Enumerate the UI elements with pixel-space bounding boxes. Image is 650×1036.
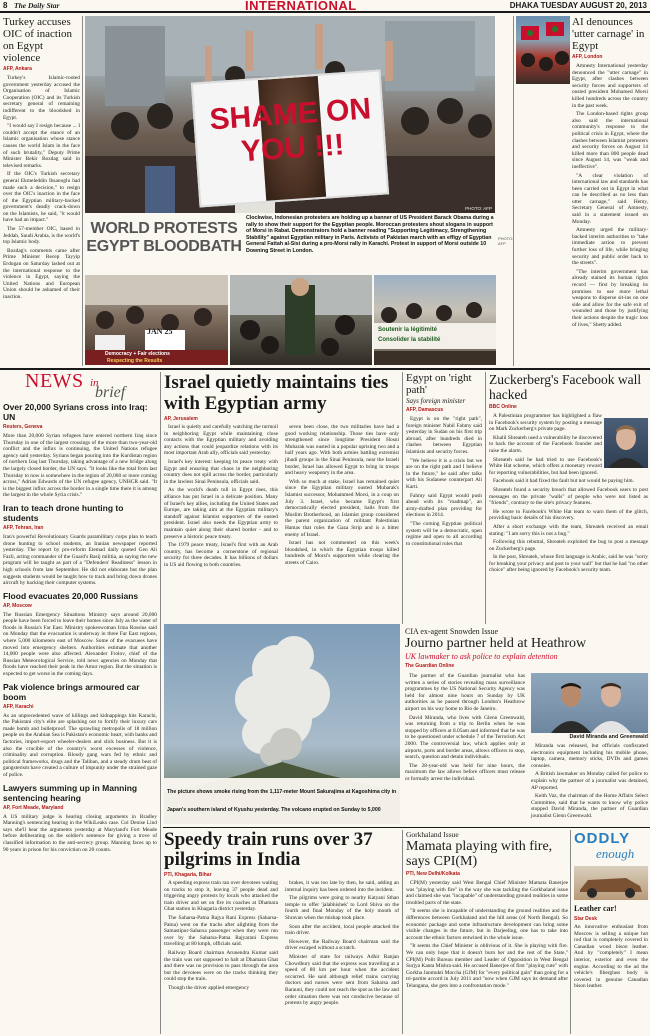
brief-byline: AP, Moscow: [3, 602, 32, 609]
oddly-enough: [574, 830, 648, 1034]
side-photo-credit: PHOTO: AFP: [498, 236, 514, 246]
brief-text: More than 20,000 Syrian refugees have entered northern Iraq since Thursday in one of the largest crossings of the more than two-year-old conflict and the influx is continuing, the United Nations refugee agency said yesterday. Syrians began pouring into the Kurdistan region of northern Iraq last Thursday, taking advantage of a new bridge along the largely closed border, the UN says. "It looks like the total from last Thursday to now is somewhere in the region of 20,000 or more coming across," Adrian Edwards of the UN refugee agency, UNHCR said. "It is the biggest influx across the border in a single time there it is among the largest in the whole Syria crisis.": [3, 433, 157, 499]
journo-article: [405, 627, 648, 827]
brief-headline: Iran to teach drone hunting to students: [3, 502, 124, 523]
protest-photo-karachi: [230, 275, 372, 365]
volcano-caption-box: [164, 778, 400, 824]
mamata-kicker: Gorkhaland Issue: [406, 830, 459, 839]
brief-item: [3, 682, 157, 779]
egypt-path-byline: AFP, Damascus: [406, 407, 444, 413]
paragraph: "The interim government has already stained its human rights record — first by breaking its promises to use more lethal weapons to disperse sit-ins on one side and allow for the safe exit of wounded and those by justifying their actions despite the tragic loss of lives," Shetty added.: [572, 268, 648, 328]
paragraph: David Miranda, who lives with Glenn Greenwald, was returning from a trip to Berlin when he was stopped by officers at 8.05am and informed that he was to be questioned under schedule 7 of the Terrorism Act 2000. The controversial law, which applies only at airports, ports and border areas, allows officers to stop, search, question and detain individuals.: [405, 714, 525, 761]
mamata-body: [406, 880, 568, 990]
paragraph: Israel's key interest: keeping its peace treaty with Egypt and ensuring that chaos in the neighboring country does not spill across the border, particularly in the lawless Sinai Peninsula, officials said.: [164, 458, 278, 485]
speedy-col2: [285, 880, 399, 1009]
turkey-article: [3, 16, 80, 366]
world-protests-block: [85, 214, 243, 274]
paragraph: A speeding express train ran over devotees waiting on tracks to stop it, leaving 37 people dead and triggering angry protests by locals who attacked the train driver and set on fire its coaches at Dhamara Ghat station in Khagaria district yesterday.: [164, 880, 278, 913]
paragraph: Egypt is on the "right path", foreign minister Nabil Fahmy said yesterday in Sudan on his first trip abroad, after hundreds died in clashes between Egyptian Islamists and security forces.: [406, 416, 482, 455]
egypt-path-headline: Egypt on 'right path': [406, 372, 472, 396]
egypt-path-subhead: Says foreign minister: [406, 397, 466, 405]
news-brief-title-brief: brief: [95, 384, 126, 401]
turkey-body: [3, 75, 80, 301]
paragraph: "The coming Egyptian political system will be a democratic, open regime and open to all according to constitutional rules that: [406, 520, 482, 547]
leather-car-illustration: [574, 866, 648, 900]
paragraph: Railway Board chairman Arunendra Kumar said the train was not supposed to halt at Dhamara Ghat and there was no provision to pass through the area but the devotees were on the tracks thinking they could stop the train.: [164, 949, 278, 983]
leather-car-photo: [574, 866, 648, 900]
paris-crowd: [374, 275, 496, 365]
paragraph: The 1979 peace treaty, Israel's first with an Arab country, has become a cornerstone of regional security for three decades. It has billions of dollars in US aid flowing to both countries.: [164, 542, 278, 568]
brief-byline: AP, Fort Meade, Maryland: [3, 804, 64, 811]
journo-col1: [405, 673, 525, 785]
zuckerberg-article: [489, 372, 648, 622]
turkey-byline: AFP, Ankara: [3, 66, 32, 72]
brief-text: Iran's powerful Revolutionary Guards paramilitary corps plan to teach drone hunting to school students, an Iranian newspaper reported yesterday. The report by pro-reform Etemad daily quoted Gen Ali Fazli, acting commander of the Guard's Basij militia, as saying the new program will be taught as part of a "Defenders' Readiness" lesson in high schools from late September. He did not elaborate but the plan suggests students would be taught how to track and bring down drones aircraft by hacking their computer systems.: [3, 533, 157, 587]
karachi-crowd: [230, 275, 372, 365]
brief-text: A US military judge is hearing closing arguments in Bradley Manning's sentencing hearing in the WikiLeaks case. Col Denise Lind says she'll hear the arguments yesterday at Maryland's Fort Meade before deliberating on the soldier's sentence for giving a trove of classified information to the anti-secrecy group. Manning faces up to 90 years in prison for his conviction on 20 counts.: [3, 813, 157, 853]
section-title: INTERNATIONAL: [245, 0, 357, 13]
brief-byline: Reuters, Geneva: [3, 424, 43, 430]
brief-byline: AFP, Karachi: [3, 703, 34, 710]
paragraph: Soon after the accident, local people attacked the train driver.: [285, 923, 399, 937]
brief-item: [3, 402, 157, 499]
volcano-photo: [164, 624, 400, 824]
journo-byline: The Guardian Online: [405, 663, 455, 669]
oddly-title: [574, 830, 648, 870]
brief-headline: Lawyers summing up in Manning sentencing hearing: [3, 782, 138, 803]
turkey-headline: Turkey accuses OIC of inaction on Egypt violence: [3, 16, 73, 64]
israel-byline: AP, Jerusalem: [164, 416, 198, 422]
ai-photo-crowd: [516, 16, 570, 84]
oddly-title-word: ODDLY: [574, 830, 631, 847]
speedy-article: [164, 830, 400, 1034]
ai-body: [572, 63, 648, 328]
paragraph: A Palestinian programmer has highlighted a flaw in Facebook's security system by posting a message on Mark Zuckerberg's private page.: [489, 413, 602, 433]
protest-photo-rabat: [85, 275, 228, 365]
news-brief-title-in: in: [90, 377, 99, 389]
paragraph: Israel is quietly and carefully watching the turmoil in neighboring Egypt while maintaining close contacts with the Egyptian military and avoiding any actions that could jeopardize relations with its most important Arab ally, officials said yesterday.: [164, 424, 278, 457]
speedy-headline: Speedy train runs over 37 pilgrims in India: [164, 830, 373, 870]
news-brief: [3, 372, 157, 1034]
journo-kicker: CIA ex-agent Snowden Issue: [405, 627, 499, 636]
shame-banner: [191, 70, 389, 208]
paragraph: Turkey's Islamic-rooted government yesterday accused the Organisation of Islamic Cooperation (OIC) and its Turkish secretary general of remaining indifferent to the bloodshed in Egypt.: [3, 75, 80, 121]
brief-item: [3, 503, 157, 587]
paragraph: "I would say I resign because ... I couldn't accept the stance of an Islamic organisation whose stance causes the world Islam in the face of such brutality," Deputy Prime Minister Bekir Bozdag said in televised remarks.: [3, 123, 80, 169]
speedy-byline: PTI, Khagaria, Bihar: [164, 872, 212, 878]
shame-banner-text: SHAME ON YOU !!!: [208, 92, 373, 169]
paragraph: Israel has not commented on this week's bloodshed, in which the Egyptian troops killed hundreds of Morsi's supporters while clearing the streets of Cairo.: [285, 540, 399, 566]
paragraph: In the post, Shreateh, whose first language is Arabic, said he was "sorry for breaking your privacy and post to your wall" but that he had "no other choice" after being ignored by Facebook's security team.: [489, 554, 648, 574]
zuckerberg-byline: BBC Online: [489, 404, 517, 410]
volcano-caption: The picture shows smoke rising from the 1,117-meter Mount Sakurajima at Kagoshima city in Japan's southern island of Kyushu yesterday. The volcano erupted on Sunday to 5,000: [167, 789, 397, 813]
oddly-title-enough: enough: [596, 846, 635, 861]
paragraph: brakes, it was too late by then, he said, adding an internal inquiry has been ordered into the incident.: [285, 880, 399, 893]
paragraph: The London-based rights group also said the international community's response to the political crisis in Egypt, where the clashes between Islamist protesters and security forces on August 14 killed more than 800 people dead since August 14, was "weak and ineffective".: [572, 111, 648, 170]
paragraph: The 57-member OIC, based in Jeddah, Saudi Arabia, is the world's top Islamic body.: [3, 226, 80, 246]
journo-subhead: UK lawmaker to ask police to explain detention: [405, 652, 558, 661]
ai-article: [572, 16, 648, 366]
paragraph: "We believe it is a crisis but we are on the right path and I believe in the future," he said after talks with his Sudanese counterpart Ali Karti.: [406, 457, 482, 490]
paragraph: Khalil Shreateh used a vulnerability he discovered to hack the account of the Facebook founder and raise the alarm.: [489, 434, 602, 454]
oddly-byline: Star Desk: [574, 916, 598, 922]
paragraph: Facebook said it had fixed the fault but not would be paying him.: [493, 478, 634, 485]
page-number: 8: [3, 1, 8, 10]
miranda-greenwald-portrait: [531, 673, 648, 733]
brief-item: [3, 591, 157, 678]
paragraph: Amnesty International yesterday denounced the "utter carnage" in Egypt, after clashes between security forces and supporters of ousted president Mohamed Morsi killed hundreds across the country in the past week.: [572, 63, 648, 109]
paragraph: Following this rebuttal, Shreateh exploited the bug to post a message on Zuckerberg's page.: [489, 539, 648, 552]
brief-text: The Russian Emergency Situations Ministry says around 20,000 people have been forced to leave their homes since July as the water of floods in Russia's Far East. Ministry spokeswoman Irina Rossius said on Monday that the evacuation is underway in three Far East regions, where 5,000 kilometers east of Moscow. Some of the evacuees have moved into emergency shelters. Authorities estimate that another 14,000 people were also affected. Alexander Frolov, chief of the Russian Meteorological Service, told news agencies on Monday that floods have reached their peak in the Amur region. But the situation is expected to get worse in the coming days.: [3, 611, 157, 678]
paragraph: If the OIC's Turkish secretary general Ekmeleddin Ihsanoglu had made such a decision," to resign over the OIC's inaction in the face of the Egyptian military-backed government's deadly crack-down on the Islamists, he said, "it would have had an impact.": [3, 171, 80, 224]
paragraph: After a short exchange with the team, Shreateh received an email stating: "I am sorry this is not a bug.": [489, 523, 648, 537]
protest-photo-indonesia: [85, 16, 495, 213]
brief-item: [3, 783, 157, 854]
democracy-sign: Democracy + Fair elections: [105, 351, 170, 357]
oddly-text: An innovative enthusiast from Moscow is selling a unique hot rod that is completely covered in Canadian wood bison leather. And by "completely" I mean interior, exterior and even the engine. According to the ad the vehicle's fiberglass body is covered in genuine Canadian bison leather.: [574, 924, 648, 990]
protest-photo-paris: [374, 275, 496, 365]
paris-banner-line1: Soutenir la légitimité: [378, 327, 438, 333]
egypt-path-body: [406, 416, 482, 547]
israel-article: [164, 372, 400, 622]
brief-byline: AFP, Tehran, Iran: [3, 524, 44, 531]
paragraph: Shreateh found a security breach that allowed Facebook users to post messages on the private "walls" of people who were not listed as "friends", contrary to the site's privacy features.: [489, 486, 648, 507]
egypt-path-article: [406, 372, 482, 622]
paragraph: "It seems the Chief Minister is oblivious of it. She is playing with fire. We can only hope that it doesn't burn her and the rest of the State," CPI(M) Polit Bureau member and Leader of Opposition in West Bengal Surjya Kanta Mishra said. He accused Banerjee of first "playing cute" with Gorkha Janmukti Morcha (GJM) for "every political gain" than going for a tri-partite accord in July 2011 and "now when GJM says its demand after Telangana, she gets into a confrontation mode.": [406, 943, 568, 989]
jan25-sign: JAN 25: [147, 327, 173, 336]
mamata-article: [406, 830, 568, 1034]
world-protests-headline: WORLD PROTESTS EGYPT BLOODBATH: [86, 220, 242, 255]
paragraph: Fahmy said Egypt would push ahead with its "roadmap", an army-drafted plan providing for elections in 2014.: [406, 492, 482, 519]
zuckerberg-portrait: [604, 418, 648, 468]
paragraph: seven been close, the two militaries have had a good working relationship. Those ties have only strengthened since longtime President Hosni Mubarak was ousted in a popular uprising two and a half years ago. With both armies battling extremist jihadi groups in the Sinai Peninsula, near the Israeli border, Israel has allowed Egypt to bring in troops and heavy weaponry in the area.: [285, 424, 399, 477]
journo-headline: Journo partner held at Heathrow: [405, 636, 587, 651]
ai-photo: [516, 16, 570, 84]
brief-headline: Flood evacuates 20,000 Russians: [3, 590, 139, 601]
masthead: [0, 0, 650, 13]
paragraph: The pilgrims were going to nearby Katyani Sthan temple to offer 'jalabhishek' to Lord Shiva on the fourth and final Monday of the holy month of Shravan when the mishap took place.: [285, 895, 399, 921]
paragraph: Amnesty urged the military-backed interim authorities to "take immediate action to prevent further loss of life, while bringing security and public order back to the streets".: [572, 227, 648, 267]
paragraph: Keith Vaz, the chairman of the Home Affairs Select Committee, said that he wants to know why police stopped David Miranda, the partner of Guardian journalist Glenn Greenwald.: [531, 793, 648, 819]
ai-headline: AI denounces 'utter carnage' in Egypt: [572, 16, 645, 52]
paris-banner-line2: Consolider la stabilité: [378, 337, 441, 343]
israel-headline: Israel quietly maintains ties with Egyptian army: [164, 372, 389, 414]
photo-credit: PHOTO: AFP: [465, 206, 492, 211]
brief-headline: Pak violence brings armoured car boom: [3, 681, 140, 702]
paragraph: Miranda was released, but officials confiscated electronics equipment including his mobile phone, laptop, camera, memory sticks, DVDs and games consoles.: [531, 743, 648, 769]
paragraph: The 28-year-old was held for nine hours, the maximum the law allows before officers must release or formally arrest the individual.: [405, 762, 525, 782]
paragraph: With so much at stake, Israel has remained quiet since the Egyptian military ousted Mubarak's Islamist successor, Mohammed Morsi, in a coup on July 3. Israel, who became Egypt's first democratically elected president, hails from the Muslim Brotherhood, an Islamist group considered the parent organization of militant Palestinian Hamas that rules the Gaza Strip and is a bitter enemy of Israel.: [285, 478, 399, 538]
israel-col2: [285, 424, 399, 568]
mamata-headline: Mamata playing with fire, says CPI(M): [406, 839, 553, 869]
news-brief-title: [3, 372, 157, 401]
speedy-col1: [164, 880, 278, 994]
paragraph: A British lawmaker on Monday called for police to explain why the partner of a journalist was detained, AP reported.: [531, 771, 648, 791]
mamata-byline: PTI, New Delhi/Kolkata: [406, 871, 460, 877]
brief-headline: Over 20,000 Syrians cross into Iraq: UN: [3, 402, 148, 422]
paragraph: CPI(M) yesterday said West Bengal Chief Minister Mamata Banerjee was "playing with fire" in the way she was tackling the Gorkhaland issue and claimed she was "incapable" of understanding ground realities in some troubled parts of the state.: [406, 880, 568, 906]
photo-caption: [246, 215, 496, 255]
zuckerberg-photo: [604, 418, 648, 468]
caption-text: Clockwise, Indonesian protesters are holding up a banner of US President Barack Obama during a rally to show their support for the Egyptian people. Moroccan protesters shout slogans in support of Morsi in Rabat. Demonstrators hold a banner reading "Supporting Legitimacy, Strengthening Stability" against Egyptian military in Paris. Activists of Pakistan march with an effigy of Egyptian General Fattah al-Sisi during a pro-Morsi rally in Karachi. Protest in support of Morsi outside 10 Downing Street in London.: [246, 215, 494, 254]
israel-col1: [164, 424, 278, 570]
journo-photo-caption: David Miranda and Greenwald: [569, 734, 648, 740]
journo-col2: [531, 743, 648, 822]
paragraph: The partner of the Guardian journalist who has written a series of stories revealing mass surveillance programmes by the US National Security Agency was held for almost nine hours on Sunday by UK authorities as he passed through London's Heathrow airport on his way home to Rio de Janeiro.: [405, 673, 525, 712]
news-brief-title-news: NEWS: [25, 372, 84, 392]
paragraph: He wrote to Facebook's White Hat team to warn them of the glitch, providing basic details of his discovery.: [489, 508, 648, 522]
paragraph: "It seems she is incapable of understanding the ground realities and the differences between Gorkhaland and the hill areas (of North Bengal). So economic package and some infrastructure development can bring some visible changes in the future, but in Darjeeling, one has to take into account the ethnic factors entwined in the whole issue.: [406, 908, 568, 941]
paragraph: Minister of state for railways Adhir Ranjan Chowdhury said that the express was travelling at a speed of 80 km per hour when the accident occurred. He said although relief trains carrying doctors and nurses were sent from Saharsa and Barauni, they could not reach the spot as the law and order situation there was not conducive because of protests by angry people.: [285, 953, 399, 1007]
oddly-headline: Leather car!: [574, 904, 617, 913]
dateline: DHAKA TUESDAY AUGUST 20, 2013: [509, 1, 647, 10]
paragraph: As the world's death toll in Egypt rises, this alliance has put Israel in a delicate position. Many of Israel's key allies, including the United States and Europe, are taking aim at the Egyptian military's standoff against Islamist supporters of the ousted president. Israel also needs the Egyptian army to maintain quiet along their shared border - and to preserve a historic peace treaty.: [164, 487, 278, 540]
journo-photo: [531, 673, 648, 733]
paragraph: Shreateh said he had tried to use Facebook's White Hat scheme, which offers a monetary reward for reporting vulnerabilities, but had been ignored.: [489, 456, 602, 476]
paragraph: However, the Railway Board chairman said the driver escaped without a scratch.: [285, 938, 399, 952]
brief-text: As an unprecedented wave of killings and kidnappings hits Karachi, the Pakistani city's elite are splashing out to fortify their luxury cars made bomb and bulletproof. The sprawling metropolis of 18 million people on the Arabian Sea is Pakistan's economic heart, with banks and factories, import-export wheeler-dealers and slick business. But it is also the crucible of the country's worst excesses of violence, criminality and corruption. Bloody gang wars fed by ethnic and political frameworks, drugs and the Taliban, and a steady drum beat of gangsterism have created a culture of impunity under the strained gaze of police.: [3, 712, 157, 778]
paragraph: Though the driver applied emergency: [168, 984, 250, 991]
zuckerberg-headline: Zuckerberg's Facebook wall hacked: [489, 372, 642, 402]
paragraph: "A clear violation of international law and standards has been carried out in Egypt in what can be described as no less than utter carnage," said Hemy, Secretary General of Amnesty, said in a statement issued on Monday.: [572, 172, 648, 225]
results-sign: Respecting the Results: [107, 358, 163, 364]
ai-byline: AFP, London: [572, 54, 603, 60]
paragraph: The Saharsa-Patna Rajya Rani Express (Saharsa-Patna) went on the tracks after alighting from the Samastipur-Saharsa passenger when they were run over by the Saharsa-Patna Rajyarani Express travelling at 80 kmph, officials said.: [164, 914, 278, 948]
paper-name: The Daily Star: [14, 1, 60, 10]
paragraph: Bozdag's comments came after Prime Minister Recep Tayyip Erdogan on Saturday lashed out at the international response to the violence in Egypt, saying the United Nations and European Union should be ashamed of their inaction.: [3, 247, 80, 300]
